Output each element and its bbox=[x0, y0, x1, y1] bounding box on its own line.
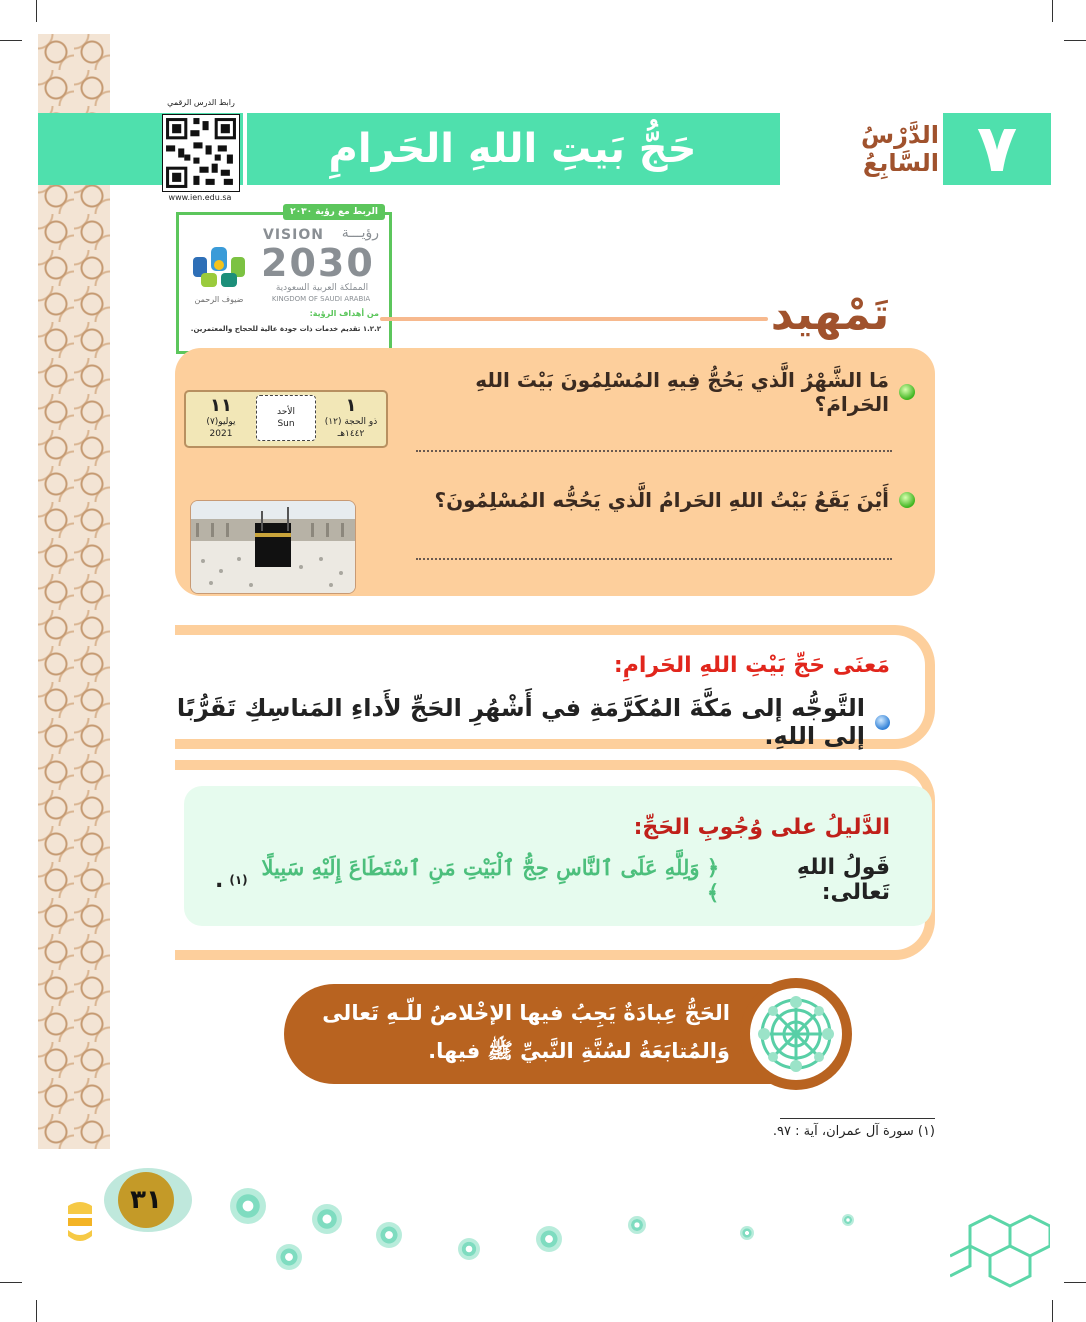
program-name: ضيوف الرحمن bbox=[194, 295, 244, 304]
pilgrims-program-logo-icon bbox=[187, 235, 251, 299]
footnote: (١) سورة آل عمران، آية : ٩٧. bbox=[772, 1124, 935, 1139]
summary-line-2: وَالمُتابَعَةُ لسُنَّةِ النَّبيِّ ﷺ فيها. bbox=[428, 1039, 730, 1063]
flower-ornament-icon bbox=[458, 1238, 480, 1260]
vision-ar: رؤيـــة bbox=[341, 225, 379, 241]
weekday-seal bbox=[256, 395, 316, 441]
crop-mark bbox=[36, 1300, 37, 1322]
vision-tag: الربط مع رؤية ٢٠٣٠ bbox=[283, 204, 385, 220]
intro-title: تَمْهيد bbox=[770, 288, 890, 340]
kingdom-en: KINGDOM OF SAUDI ARABIA bbox=[271, 295, 371, 303]
lesson-title: حَجُّ بَيتِ اللهِ الحَرامِ bbox=[328, 126, 697, 172]
greg-month: يوليو(٧) bbox=[206, 417, 236, 427]
footnote-divider bbox=[780, 1118, 935, 1119]
flower-ornament-icon bbox=[276, 1244, 302, 1270]
greg-day: ١١ bbox=[210, 395, 232, 416]
weekday-ar: الأحد bbox=[277, 407, 295, 417]
kingdom-ar: المملكة العربية السعودية bbox=[275, 283, 369, 293]
page-number: ٣١ bbox=[118, 1172, 174, 1228]
crop-mark bbox=[1052, 0, 1053, 22]
qr-label: رابط الدرس الرقمي bbox=[167, 98, 235, 107]
publisher-logo-icon bbox=[60, 1196, 100, 1246]
rosette-icon bbox=[750, 988, 842, 1080]
evidence-lead: قَولُ اللهِ تَعالى: bbox=[796, 855, 890, 905]
lesson-number: ٧ bbox=[976, 109, 1018, 187]
gregorian-date bbox=[190, 396, 252, 442]
flower-ornament-icon bbox=[376, 1222, 402, 1248]
intro-underline bbox=[380, 317, 768, 321]
flower-ornament-icon bbox=[230, 1188, 266, 1224]
meaning-definition bbox=[170, 694, 890, 750]
evidence-end: . bbox=[215, 867, 224, 893]
greg-year: 2021 bbox=[209, 429, 233, 439]
crop-mark bbox=[1064, 40, 1086, 41]
vision-word: VISION bbox=[263, 227, 324, 243]
lesson-label: الدَّرْسُ السَّابِعُ bbox=[860, 121, 939, 177]
ornament-strip bbox=[38, 34, 110, 1149]
meaning-text: التَّوجُّه إلى مَكَّةَ المُكَرَّمَةِ في أَشْهُرِ الحَجِّ لأَداءِ المَناسِكِ تَقَرُّبًا إلى اللهِ. bbox=[176, 694, 865, 750]
flower-ornament-icon bbox=[842, 1214, 854, 1226]
vision-goals-label: من أهداف الرؤية: bbox=[309, 309, 379, 318]
crop-mark bbox=[1052, 1300, 1053, 1322]
footnote-mark: (١) bbox=[229, 873, 248, 887]
vision-2030-box bbox=[176, 212, 392, 354]
crop-mark bbox=[1064, 1282, 1086, 1283]
green-bullet-icon bbox=[899, 384, 915, 400]
evidence-title: الدَّليلُ على وُجُوبِ الحَجِّ: bbox=[633, 814, 890, 840]
blue-bullet-icon bbox=[875, 715, 890, 730]
crop-mark bbox=[36, 0, 37, 22]
hijri-month: ذو الحجة (١٢) bbox=[324, 417, 378, 427]
qr-code-icon[interactable] bbox=[162, 114, 240, 192]
quran-verse: ﴿ وَلِلَّهِ عَلَى ٱلنَّاسِ حِجُّ ٱلْبَيْتِ مَنِ ٱسْتَطَاعَ إِلَيْهِ سَبِيلًا ﴾ bbox=[261, 855, 720, 905]
crop-mark bbox=[0, 1282, 22, 1283]
flower-ornament-icon bbox=[536, 1226, 562, 1252]
flower-ornament-icon bbox=[628, 1216, 646, 1234]
question-1-text: مَا الشَّهْرُ الَّذي يَحُجُّ فِيهِ المُسْلِمُونَ بَيْتَ اللهِ الحَرامَ؟ bbox=[475, 368, 889, 416]
flower-ornament-icon bbox=[312, 1204, 342, 1234]
hijri-day: ١ bbox=[345, 395, 357, 416]
summary-line-1: الحَجُّ عِبادَةٌ يَجِبُ فيها الإخْلاصُ للّـهِ تَعالى bbox=[322, 1001, 730, 1025]
weekday-en: Sun bbox=[277, 419, 295, 429]
qr-url[interactable]: www.ien.edu.sa bbox=[168, 193, 232, 202]
answer-line-2[interactable] bbox=[416, 558, 892, 560]
summary-text bbox=[300, 994, 730, 1070]
crop-mark bbox=[0, 40, 22, 41]
meaning-title: مَعنَى حَجِّ بَيْتِ اللهِ الحَرامِ: bbox=[613, 652, 890, 678]
hijri-date bbox=[320, 396, 382, 442]
question-2-text: أَيْنَ يَقَعُ بَيْتُ اللهِ الحَرامُ الَّذي يَحُجُّه المُسْلِمُونَ؟ bbox=[434, 488, 889, 512]
green-bullet-icon bbox=[899, 492, 915, 508]
flower-ornament-icon bbox=[740, 1226, 754, 1240]
calendar-card bbox=[184, 390, 388, 448]
geometric-pattern-icon bbox=[950, 1196, 1050, 1292]
question-2 bbox=[410, 482, 915, 518]
vision-goal-text: ١.٢.٢ تقديم خدمات ذات جودة عالية للحجاج والمعتمرين. bbox=[190, 325, 381, 333]
kaaba-photo bbox=[190, 500, 356, 594]
question-1 bbox=[410, 368, 915, 416]
evidence-line bbox=[215, 855, 890, 905]
hijri-year: ١٤٤٢هـ bbox=[337, 429, 365, 439]
vision-year: 2030 bbox=[261, 241, 375, 285]
answer-line-1[interactable] bbox=[416, 450, 892, 452]
